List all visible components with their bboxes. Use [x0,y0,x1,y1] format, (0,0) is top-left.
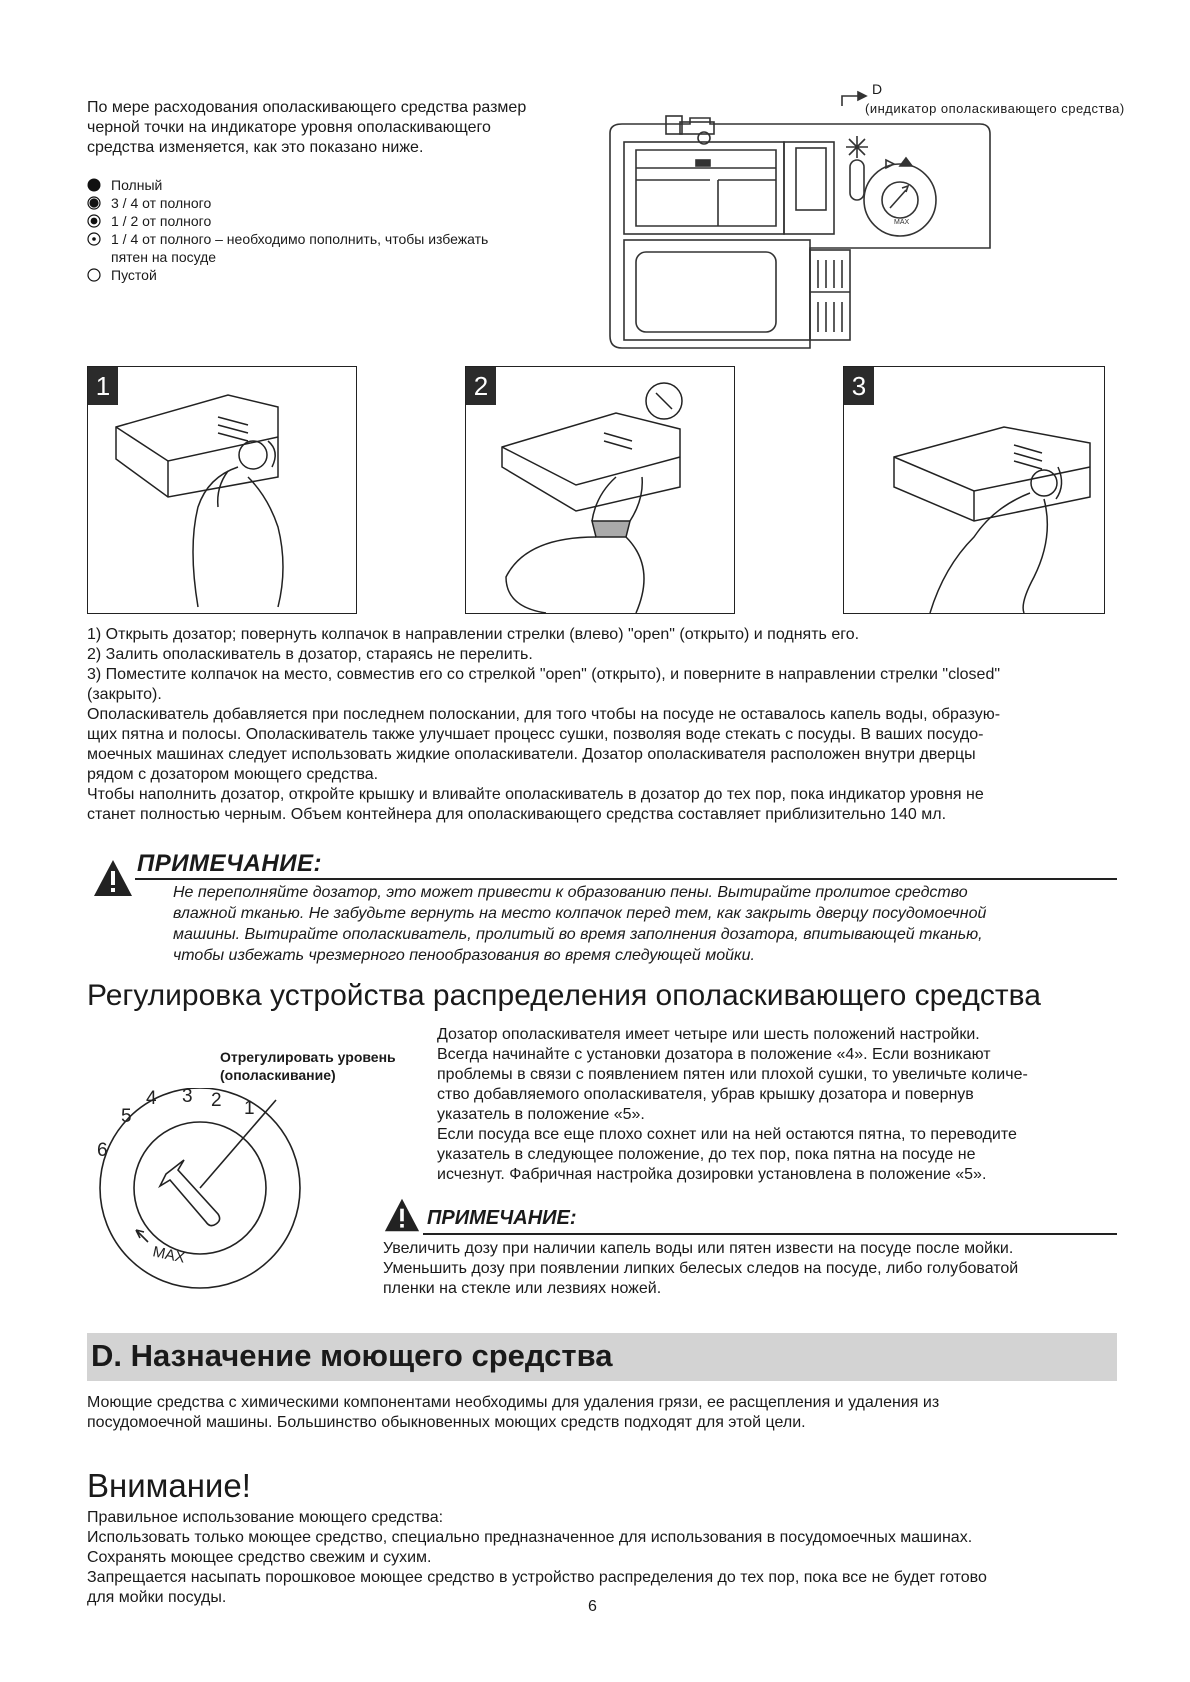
dial-max-label: MAX [151,1243,187,1267]
legend-label: Полный [111,177,163,193]
note-line: чтобы избежать чрезмерного пенообразования во время следующей мойки. [173,947,755,964]
intro-line: средства изменяется, как это показано ниже. [87,139,424,156]
dial-number: 2 [211,1090,222,1111]
dial-number: 1 [244,1098,255,1119]
note-title: ПРИМЕЧАНИЕ: [137,850,322,877]
intro-line: черной точки на индикаторе уровня ополаскивающего [87,119,491,136]
section-d-title: D. Назначение моющего средства [91,1338,613,1373]
adjust-line: ство добавляемого ополаскивателя, убрав крышку дозатора и повернув [437,1086,974,1103]
dial-number: 3 [182,1088,193,1107]
note-text [173,882,1113,966]
intro-text [87,98,607,158]
legend-quarter [87,230,587,266]
intro-line: По мере расходования ополаскивающего средства размер [87,99,527,116]
adjust-line: Всегда начинайте с установки дозатора в положение «4». Если возникают [437,1046,991,1063]
step-1-figure [87,366,357,614]
dial-number: 6 [97,1140,108,1161]
dial-arrow-icon [160,1160,220,1226]
step-badge: 1 [88,367,118,405]
dial-label [220,1048,396,1084]
adjust-text [437,1025,1117,1185]
note-line: Увеличить дозу при наличии капель воды или пятен извести на посуде после мойки. [383,1240,1014,1257]
note-line: Не переполняйте дозатор, это может привести к образованию пены. Вытирайте пролитое средство [173,884,968,901]
page-number: 6 [588,1598,597,1615]
step-2-figure [465,366,735,614]
legend-half [87,212,587,230]
steps-text [87,625,1117,705]
legend-label: пятен на посуде [111,249,217,265]
fill-rinse-aid-illustration [466,367,734,613]
step-line: 3) Поместите колпачок на место, совместив его со стрелкой "open" (открыто), и поверните в направлении стрелки "closed" [87,666,1001,683]
note-underline [423,1233,1117,1235]
level-legend [87,176,587,284]
attention-line: Использовать только моющее средство, специально предназначенное для использования в посудомоечных машинах. [87,1529,973,1546]
adjust-line: Дозатор ополаскивателя имеет четыре или шесть положений настройки. [437,1026,980,1043]
legend-label: 1 / 4 от полного – необходимо пополнить, чтобы избежать [111,231,489,247]
adjust-line: Если посуда все еще плохо сохнет или на ней остаются пятна, то переводите [437,1126,1017,1143]
legend-three-quarters [87,194,587,212]
section-d-line: посудомоечной машины. Большинство обыкновенных моющих средств подходят для этой цели. [87,1414,806,1431]
three-quarters-dot-icon [87,196,101,210]
adjust-heading: Регулировка устройства распределения ополаскивающего средства [87,979,1041,1012]
step-line: 1) Открыть дозатор; повернуть колпачок в направлении стрелки (влево) "open" (открыто) и поднять его. [87,626,860,643]
legend-label: 1 / 2 от полного [111,213,212,229]
attention-line: для мойки посуды. [87,1589,227,1606]
paragraph-line: моечных машинах следует использовать жидкие ополаскиватели. Дозатор ополаскивателя расположен внутри дверцы [87,746,976,763]
dial-number: 4 [146,1088,157,1109]
attention-line: Сохранять моющее средство свежим и сухим. [87,1549,432,1566]
dispenser-diagram [600,78,1180,358]
quarter-dot-icon [87,232,101,246]
step-line: 2) Залить ополаскиватель в дозатор, стараясь не перелить. [87,646,533,663]
note-title: ПРИМЕЧАНИЕ: [427,1207,577,1229]
empty-dot-icon [87,268,101,282]
rinse-dial-illustration [88,1088,378,1298]
paragraph-line: Чтобы наполнить дозатор, откройте крышку и вливайте ополаскиватель в дозатор до тех пор, пока индикатор уровня не [87,786,984,803]
note-underline [135,878,1117,880]
dispenser-drawing [600,78,1180,358]
attention-heading: Внимание! [87,1467,251,1504]
close-cap-illustration [844,367,1104,613]
attention-line: Правильное использование моющего средства: [87,1509,444,1526]
note-line: машины. Вытирайте ополаскиватель, пролитый во время заполнения дозатора, впитывающей тканью, [173,926,983,943]
dial-label-line: (ополаскивание) [220,1067,336,1083]
adjust-line: проблемы в связи с появлением пятен или плохой сушки, то увеличьте количе- [437,1066,1028,1083]
adjust-line: указатель в следующее положение, до тех пор, пока пятна на посуде не [437,1146,976,1163]
paragraph-line: рядом с дозатором моющего средства. [87,766,379,783]
indicator-letter: D [872,81,883,97]
legend-label: Пустой [111,267,157,283]
step-3-figure [843,366,1105,614]
warning-icon [383,1197,421,1233]
legend-empty [87,266,587,284]
legend-full [87,176,587,194]
step-line: (закрыто). [87,686,162,703]
paragraph-line: станет полностью черным. Объем контейнера для ополаскивающего средства составляет приблизительно 140 мл. [87,806,947,823]
half-dot-icon [87,214,101,228]
warning-icon [92,858,134,898]
diagram-dial-max: MAX [894,219,910,226]
note-line: влажной тканью. Не забудьте вернуть на место колпачок перед тем, как закрыть дверцу посудомоечной [173,905,987,922]
full-dot-icon [87,178,101,192]
note-2 [383,1197,1117,1297]
dial-label-line: Отрегулировать уровень [220,1049,396,1065]
legend-label: 3 / 4 от полного [111,195,212,211]
paragraph-line: Ополаскиватель добавляется при последнем полоскании, для того чтобы на посуде не оставалось капель воды, образую- [87,706,1001,723]
adjust-line: исчезнут. Фабричная настройка дозировки установлена в положение «5». [437,1166,987,1183]
dial-number: 5 [121,1106,132,1127]
attention-line: Запрещается насыпать порошковое моющее средство в устройство распределения до тех пор, пока все не будет готово [87,1569,987,1586]
section-d-header [87,1333,1117,1381]
open-cap-illustration [88,367,356,613]
note-text [383,1239,1117,1299]
section-d-text [87,1393,1117,1433]
section-d-line: Моющие средства с химическими компонентами необходимы для удаления грязи, ее расщепления и удаления из [87,1394,940,1411]
rinse-aid-paragraph [87,705,1117,825]
paragraph-line: щих пятна и полосы. Ополаскиватель также улучшает процесс сушки, позволяя воде стекать с посуды. В ваших посудо- [87,726,984,743]
indicator-caption: (индикатор ополаскивающего средства) [865,101,1125,116]
note-line: Уменьшить дозу при появлении липких белесых следов на посуде, либо голубоватой [383,1260,1019,1277]
adjust-line: указатель в положение «5». [437,1106,645,1123]
note-line: пленки на стекле или лезвиях ножей. [383,1280,662,1297]
step-badge: 2 [466,367,496,405]
attention-text [87,1508,1117,1608]
step-badge: 3 [844,367,874,405]
note-1 [87,850,1117,970]
